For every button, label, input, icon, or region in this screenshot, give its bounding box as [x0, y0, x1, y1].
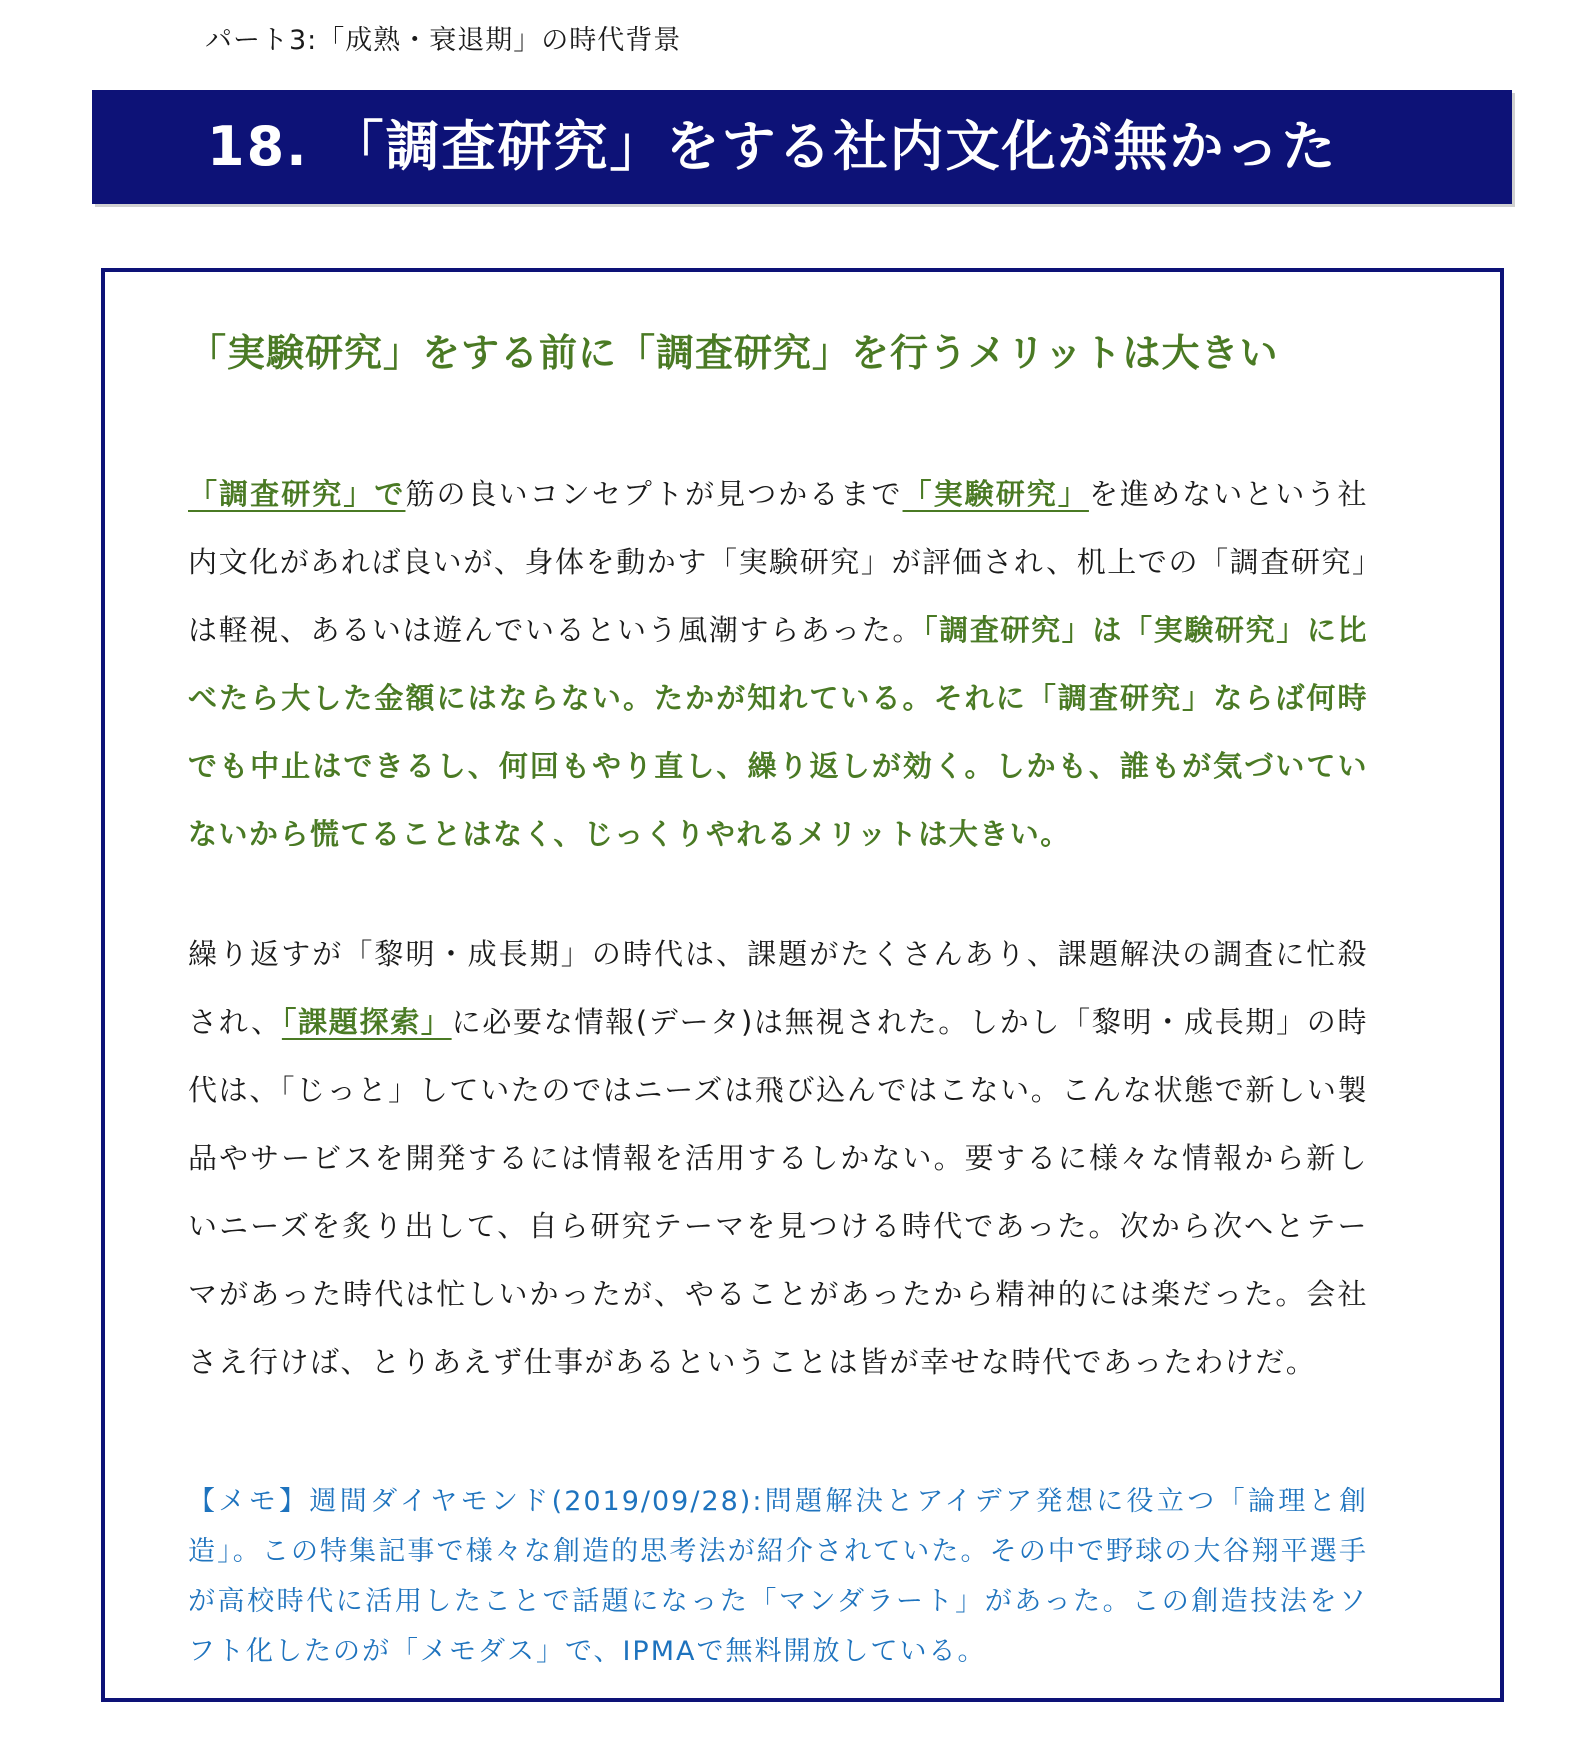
paragraph-2	[188, 920, 1368, 1396]
section-subtitle: 「実験研究」をする前に「調査研究」を行うメリットは大きい	[188, 331, 1279, 375]
link-survey-research[interactable]: 「調査研究」で	[188, 477, 406, 511]
paragraph-2-text-b: に必要な情報(データ)は無視された。しかし「黎明・成長期」の時代は、「じっと」していたのではニーズは飛び込んではこない。こんな状態で新しい製品やサービスを開発するには情報を活用するしかない。要するに様々な情報から新しいニーズを炙り出して、自ら研究テーマを見つける時代であった。次から次へとテーマがあった時代は忙しいかったが、やることがあったから精神的には楽だった。会社さえ行けば、とりあえず仕事があるということは皆が幸せな時代であったわけだ。	[188, 1005, 1368, 1379]
page-title: 18. 「調査研究」をする社内文化が無かった	[207, 115, 1338, 178]
paragraph-1	[188, 460, 1368, 868]
paragraph-1-text-a: 筋の良いコンセプトが見つかるまで	[405, 477, 903, 511]
paragraph-1-text-b: を進めないという社内文化があれば良いが、身体を動かす「実験研究」が評価され、机上での「調査研究」は軽視、あるいは遊んでいるという風潮すらあった。	[188, 477, 1368, 647]
paragraph-2-text-a: 繰り返すが「黎明・成長期」の時代は、課題がたくさんあり、課題解決の調査に忙殺され、	[188, 937, 1368, 1039]
link-experiment-research[interactable]: 「実験研究」	[902, 477, 1089, 511]
part-label: パート3:「成熟・衰退期」の時代背景	[205, 25, 682, 56]
memo-note: 【メモ】週間ダイヤモンド(2019/09/28):問題解決とアイデア発想に役立つ「論理と創造」。この特集記事で様々な創造的思考法が紹介されていた。その中で野球の大谷翔平選手が高校時代に活用したことで話題になった「マンダラート」があった。この創造技法をソフト化したのが「メモダス」で、IPMAで無料開放している。	[188, 1486, 1368, 1667]
paragraph-1-highlight: 「調査研究」は「実験研究」に比べたら大した金額にはならない。たかが知れている。それに「調査研究」ならば何時でも中止はできるし、何回もやり直し、繰り返しが効く。しかも、誰もが気づいていないから慌てることはなく、じっくりやれるメリットは大きい。	[188, 613, 1368, 851]
link-issue-exploration[interactable]: 「課題探索」	[281, 1005, 452, 1039]
content-box	[101, 268, 1504, 1702]
title-banner	[92, 90, 1512, 204]
